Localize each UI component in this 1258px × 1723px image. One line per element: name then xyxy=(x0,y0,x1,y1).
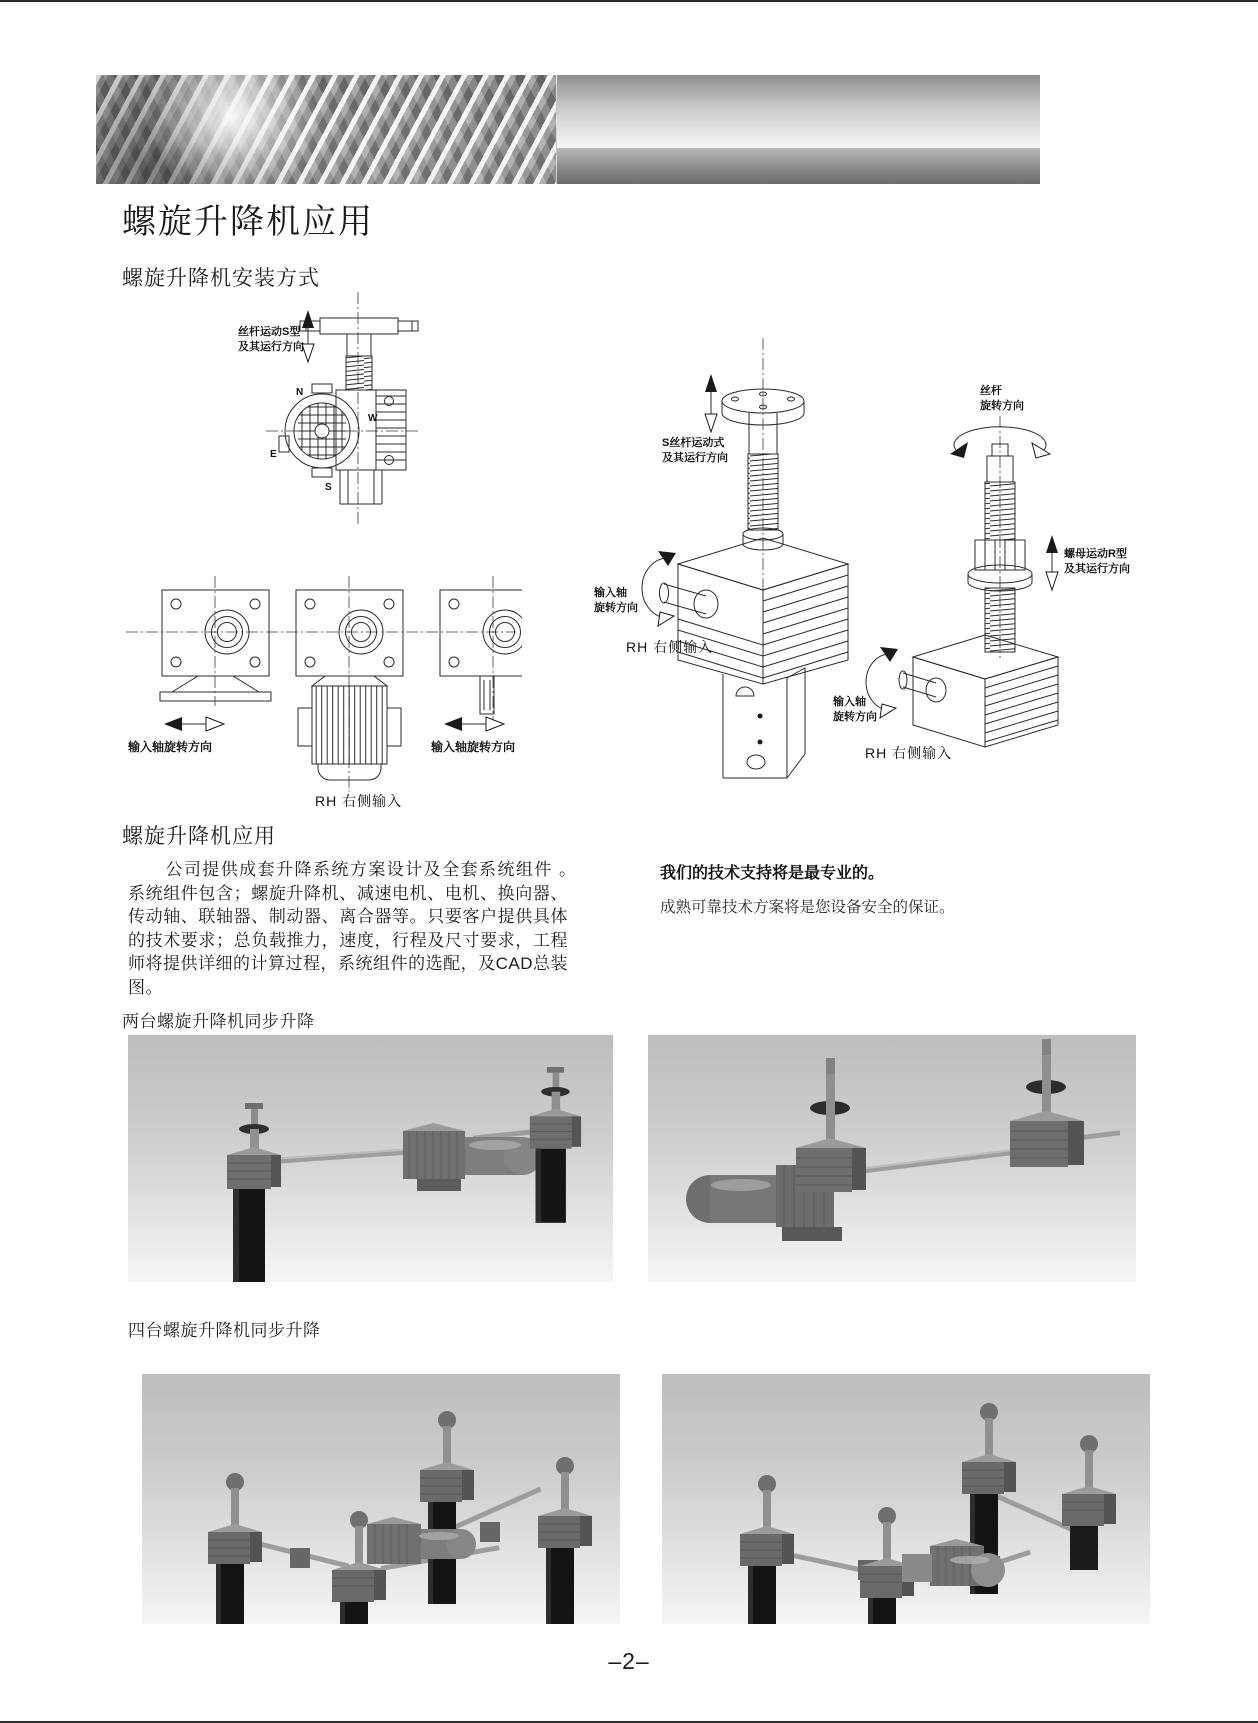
application-paragraph: 公司提供成套升降系统方案设计及全套系统组件 。 系统组件包含；螺旋升降机、减速电机、电机、换向器、传动轴、联轴器、制动器、离合器等。只要客户提供具体的技术要求；总负载推力，速度，行程及尺寸要求，工程师将提供详细的计算过程，系统组件的选配，及CAD总装图。 xyxy=(128,860,603,997)
jack-top xyxy=(420,1411,474,1604)
nut-motion-label-line1: 螺母运动R型 xyxy=(1064,548,1127,560)
heading-four-jacks: 四台螺旋升降机同步升降 xyxy=(128,1321,321,1340)
gearbox-body xyxy=(336,390,406,504)
front-view-jack-diagram xyxy=(228,284,523,532)
input-shaft-label-line2: 旋转方向 xyxy=(833,711,877,723)
flange-square-middle-with-motor xyxy=(296,576,403,792)
travel-arrow xyxy=(705,374,717,432)
rh-input-label-iso-r: RH 右侧输入 xyxy=(865,745,953,761)
jack-right xyxy=(530,1067,581,1223)
nut-motion-label-line2: 及其运行方向 xyxy=(1064,563,1130,575)
rotation-arrow-right xyxy=(444,717,504,731)
gears-photo-decoration xyxy=(96,75,557,184)
input-rotation-arrow xyxy=(642,551,676,626)
support-column xyxy=(723,668,805,778)
support-statements xyxy=(660,860,1080,917)
flange-square-left xyxy=(160,576,271,706)
input-shaft-label-line1: 输入轴 xyxy=(594,587,627,599)
screw-motion-label-line1: 丝杆运动S型 xyxy=(238,326,301,338)
input-rotation-arrow xyxy=(866,647,898,718)
render-two-jacks-motor-left xyxy=(648,1035,1136,1282)
rotation-arrow-left xyxy=(164,717,224,731)
worm-flange xyxy=(279,384,359,477)
input-shaft-rotation-label-left: 输入轴旋转方向 xyxy=(128,740,213,754)
gearbox-iso-body xyxy=(899,635,1058,747)
header-banner xyxy=(96,75,1040,184)
jack-right xyxy=(538,1457,592,1624)
input-shaft-label-line1: 输入轴 xyxy=(833,696,866,708)
support-statement-bold: 我们的技术支持将是最专业的。 xyxy=(660,865,885,882)
heading-two-jacks: 两台螺旋升降机同步升降 xyxy=(122,1012,315,1031)
s-motion-label-line2: 及其运行方向 xyxy=(662,452,728,464)
screw-motion-label-line2: 及其运行方向 xyxy=(238,341,304,353)
photo-two-jacks-left xyxy=(128,1035,613,1282)
jack-right xyxy=(1010,1039,1084,1167)
photo-four-jacks-left xyxy=(142,1374,620,1624)
s-motion-label-line1: S丝杆运动式 xyxy=(662,437,725,449)
flange-square-right xyxy=(440,576,522,720)
compass-e: E xyxy=(270,449,277,460)
jack-upper-right xyxy=(1062,1435,1116,1570)
compass-s: S xyxy=(325,482,332,493)
iso-r-type-jack-diagram xyxy=(818,332,1140,772)
compass-w: W xyxy=(368,413,378,424)
page-title: 螺旋升降机应用 xyxy=(122,203,374,241)
input-shaft-label-line2: 旋转方向 xyxy=(594,602,638,614)
screw-and-handle xyxy=(300,318,418,390)
rh-input-label-iso-s: RH 右侧输入 xyxy=(626,639,714,655)
mounting-top-views-diagram xyxy=(116,560,522,816)
rh-input-label-topviews: RH 右侧输入 xyxy=(315,793,403,809)
input-shaft-rotation-label-right: 输入轴旋转方向 xyxy=(431,740,516,754)
jack-middle xyxy=(796,1058,866,1192)
render-four-jacks-motor-center xyxy=(142,1374,620,1624)
direction-arrow xyxy=(302,310,314,362)
render-four-jacks-motor-right xyxy=(662,1374,1150,1624)
section-heading-installation: 螺旋升降机安装方式 xyxy=(122,267,320,290)
jack-left xyxy=(740,1475,794,1624)
page-number: –2– xyxy=(608,1648,650,1674)
nut-travel-arrow xyxy=(1046,535,1058,590)
top-flange-and-screw xyxy=(722,389,804,550)
support-statement-normal: 成熟可靠技术方案将是您设备安全的保证。 xyxy=(660,899,955,916)
photo-two-jacks-right xyxy=(648,1035,1136,1282)
compass-n: N xyxy=(296,387,304,398)
screw-rotation-label-line1: 丝杆 xyxy=(980,385,1002,397)
jack-left xyxy=(208,1473,262,1624)
photo-four-jacks-right xyxy=(662,1374,1150,1624)
jack-left xyxy=(227,1103,281,1282)
section-heading-application: 螺旋升降机应用 xyxy=(122,825,276,848)
screw-rotation-label-line2: 旋转方向 xyxy=(980,400,1024,412)
render-two-jacks-motor-center xyxy=(128,1035,613,1282)
